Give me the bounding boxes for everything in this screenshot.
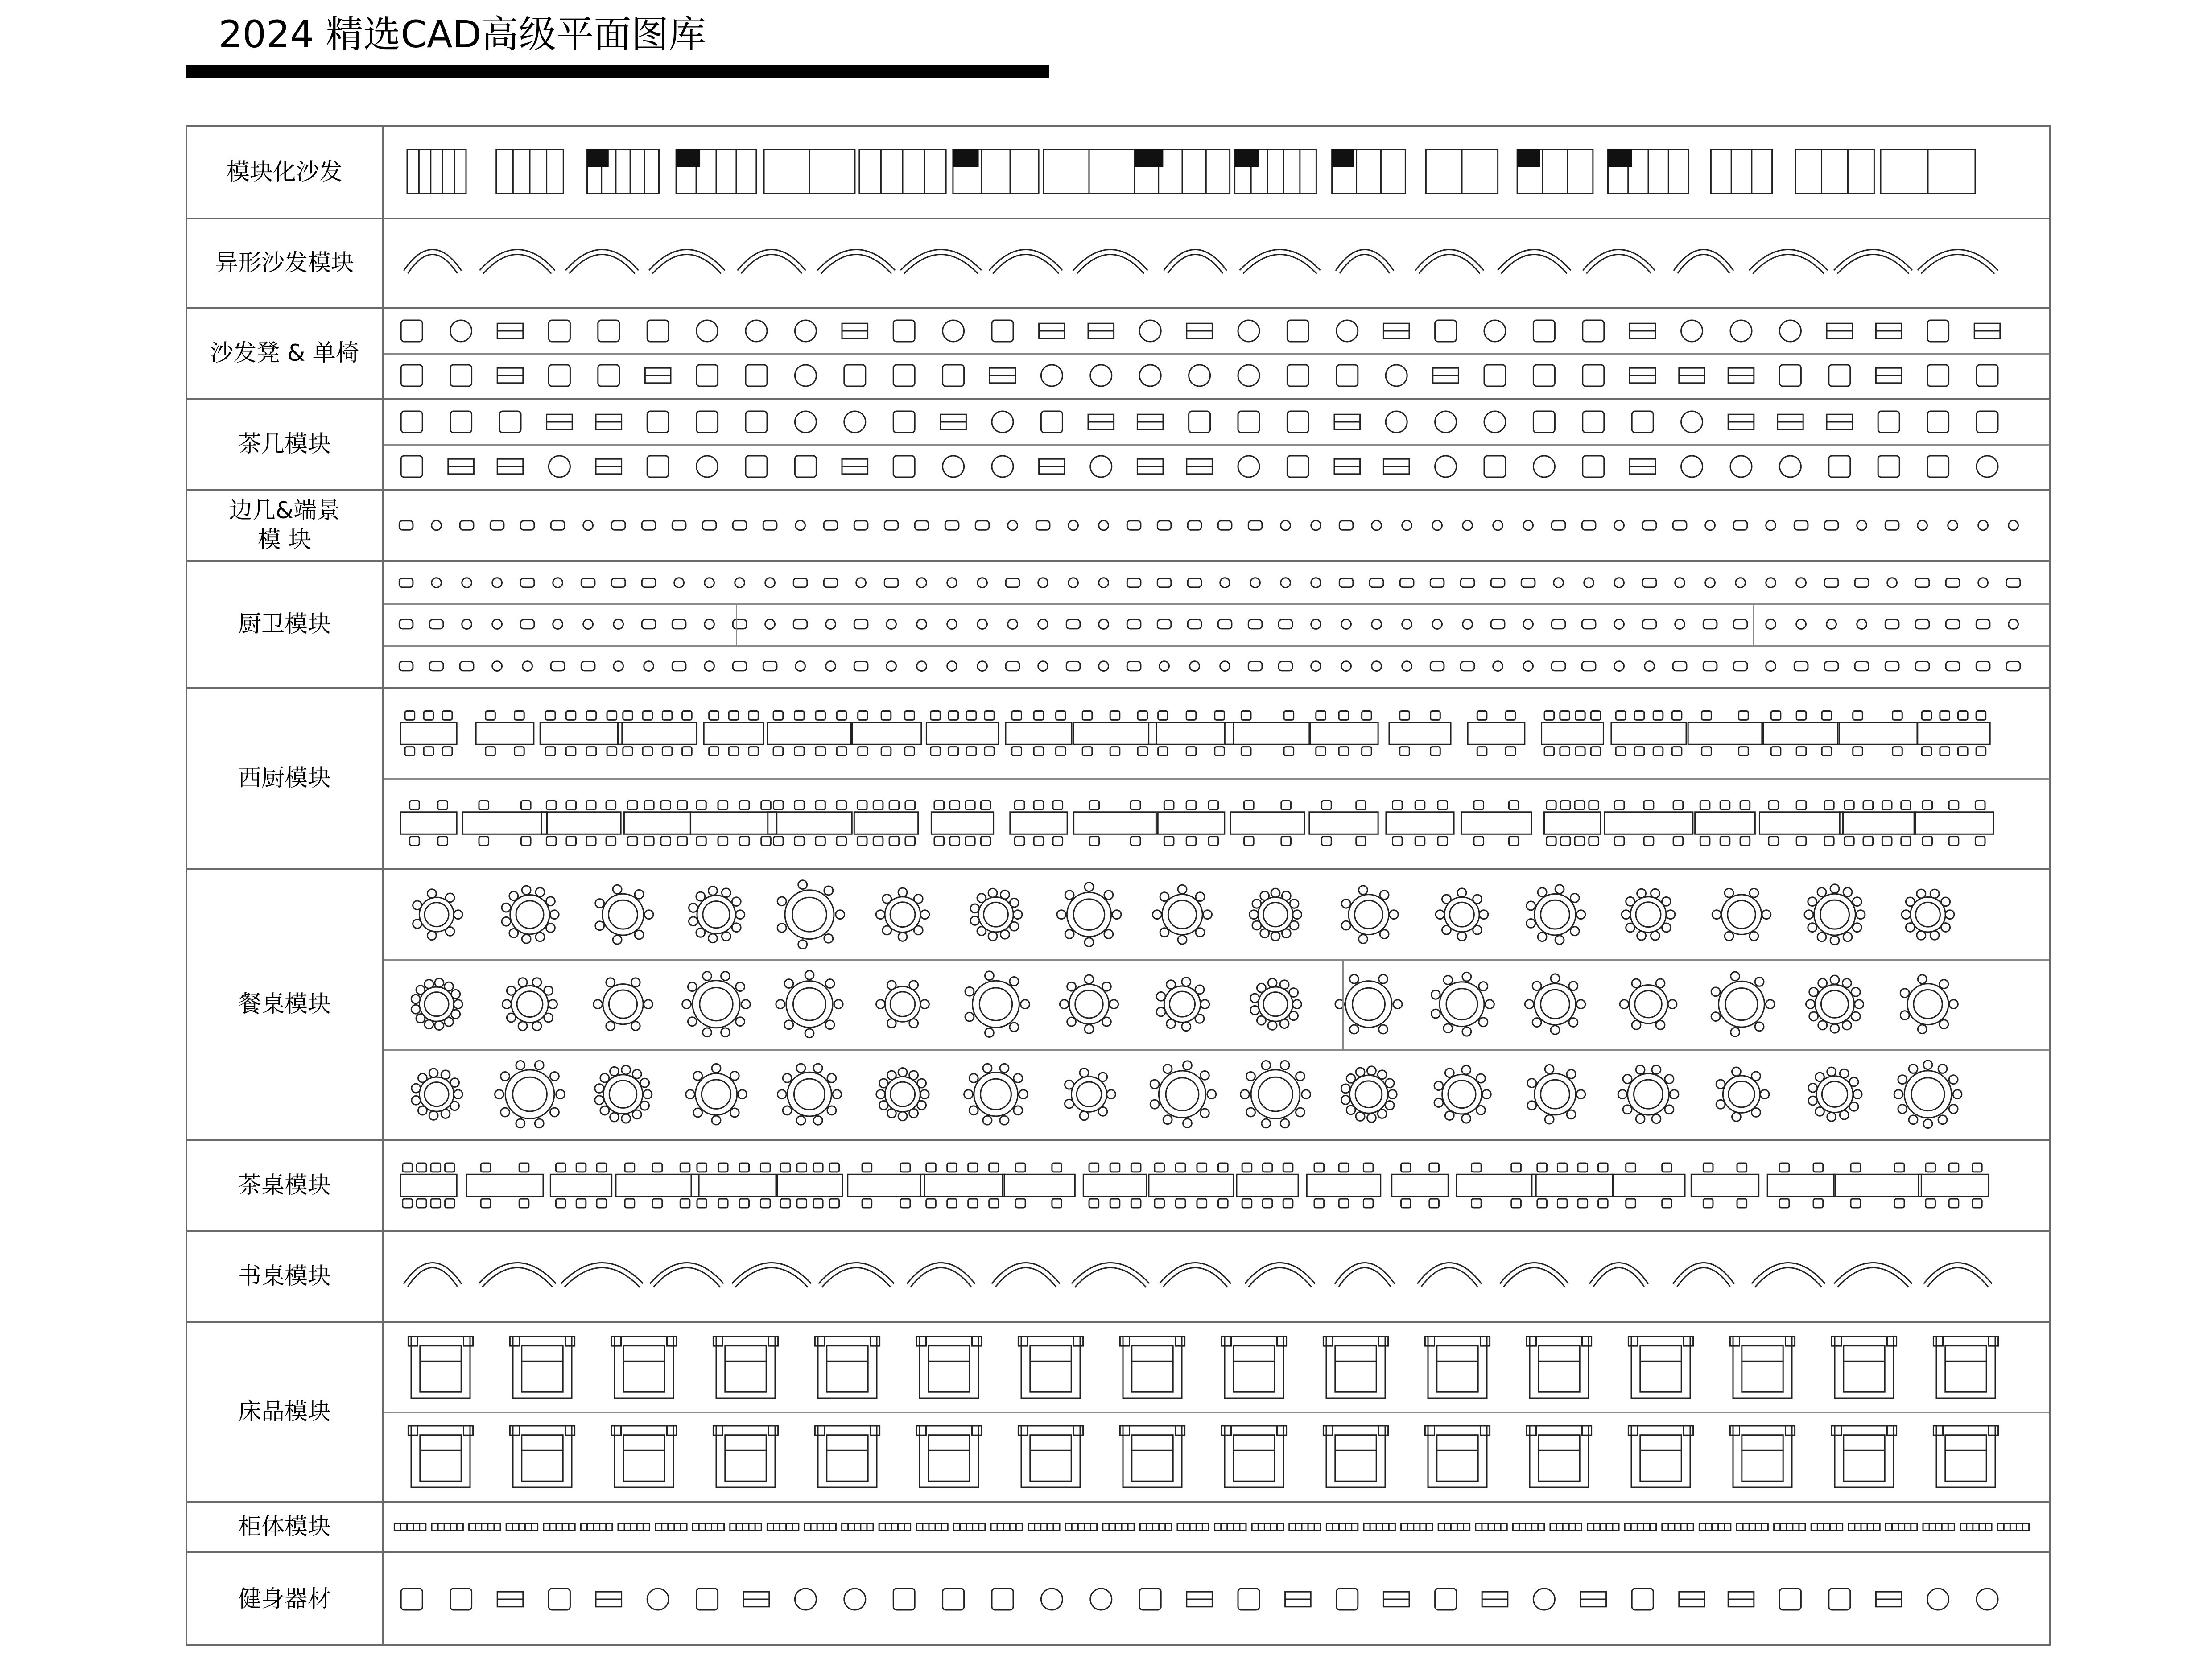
row-label: 模块化沙发 — [187, 127, 384, 218]
symbol-strip — [384, 353, 2049, 398]
symbol-area — [384, 309, 2049, 398]
symbol-strip — [384, 778, 2049, 868]
cad-symbols — [384, 491, 2049, 560]
symbol-area — [384, 491, 2049, 560]
cad-symbols — [384, 127, 2049, 216]
symbol-area — [384, 562, 2049, 687]
symbol-strip — [384, 1323, 2049, 1412]
cad-symbols — [384, 1323, 2049, 1412]
symbol-strip — [384, 870, 2049, 959]
row-label: 厨卫模块 — [187, 562, 384, 687]
catalog-row-kitchen-bath — [187, 560, 2049, 687]
cad-symbols — [384, 219, 2049, 307]
symbol-strip — [384, 491, 2049, 560]
cad-symbols — [384, 778, 2049, 868]
symbol-area — [384, 400, 2049, 489]
catalog-row-modular-sofa — [187, 127, 2049, 218]
row-label: 西厨模块 — [187, 689, 384, 868]
cad-symbols — [384, 603, 2049, 645]
catalog-row-tea-table — [187, 1139, 2049, 1230]
catalog-row-desk — [187, 1230, 2049, 1321]
cad-symbols — [384, 309, 2049, 353]
cad-symbols — [384, 1412, 2049, 1501]
symbol-strip — [384, 1141, 2049, 1230]
row-label: 异形沙发模块 — [187, 219, 384, 307]
cad-symbols — [384, 1553, 2049, 1646]
symbol-strip — [384, 603, 2049, 645]
symbol-strip — [384, 562, 2049, 603]
symbol-area — [384, 1503, 2049, 1551]
cad-symbols — [384, 1141, 2049, 1230]
catalog-row-shaped-sofa — [187, 218, 2049, 307]
symbol-strip — [384, 1553, 2049, 1646]
row-label: 茶几模块 — [187, 400, 384, 489]
cad-symbols — [384, 689, 2049, 778]
catalog-row-coffee-table — [187, 398, 2049, 489]
symbol-area — [384, 689, 2049, 868]
row-label: 书桌模块 — [187, 1232, 384, 1321]
row-label: 沙发凳 & 单椅 — [187, 309, 384, 398]
catalog-row-western-kitchen — [187, 687, 2049, 868]
catalog-row-fitness — [187, 1551, 2049, 1646]
symbol-strip — [384, 1049, 2049, 1139]
title-underline-bar — [186, 65, 1049, 78]
symbol-strip — [384, 1232, 2049, 1321]
cad-symbols — [384, 1049, 2049, 1139]
symbol-area — [384, 1232, 2049, 1321]
cad-symbols — [384, 400, 2049, 444]
cad-symbols — [384, 1503, 2049, 1551]
row-label: 健身器材 — [187, 1553, 384, 1646]
symbol-strip — [384, 959, 2049, 1049]
symbol-area — [384, 1141, 2049, 1230]
row-label: 边几&端景 模 块 — [187, 491, 384, 560]
column-divider — [736, 603, 737, 645]
row-label: 餐桌模块 — [187, 870, 384, 1139]
row-label: 床品模块 — [187, 1323, 384, 1501]
catalog-row-dining-table — [187, 868, 2049, 1139]
catalog-row-side-table — [187, 489, 2049, 560]
catalog-row-bedding — [187, 1321, 2049, 1501]
symbol-area — [384, 1553, 2049, 1646]
row-label: 柜体模块 — [187, 1503, 384, 1551]
cad-symbols — [384, 1232, 2049, 1321]
cad-symbols — [384, 870, 2049, 959]
cad-symbols — [384, 562, 2049, 603]
symbol-strip — [384, 127, 2049, 216]
symbol-strip — [384, 645, 2049, 687]
cad-symbols — [384, 353, 2049, 398]
column-divider — [1342, 959, 1344, 1049]
catalog-row-sofa-stool-chair — [187, 307, 2049, 398]
symbol-strip — [384, 400, 2049, 444]
page-title: 2024 精选CAD高级平面图库 — [219, 12, 706, 56]
symbol-strip — [384, 444, 2049, 489]
catalog-table — [186, 125, 2051, 1646]
catalog-row-cabinet — [187, 1501, 2049, 1551]
symbol-strip — [384, 309, 2049, 353]
cad-symbols — [384, 444, 2049, 489]
column-divider — [1753, 603, 1754, 645]
row-label: 茶桌模块 — [187, 1141, 384, 1230]
cad-symbols — [384, 645, 2049, 687]
symbol-area — [384, 1323, 2049, 1501]
symbol-area — [384, 870, 2049, 1139]
symbol-area — [384, 219, 2049, 307]
symbol-strip — [384, 1503, 2049, 1551]
cad-symbols — [384, 959, 2049, 1049]
symbol-strip — [384, 689, 2049, 778]
symbol-area — [384, 127, 2049, 218]
symbol-strip — [384, 1412, 2049, 1501]
symbol-strip — [384, 219, 2049, 307]
